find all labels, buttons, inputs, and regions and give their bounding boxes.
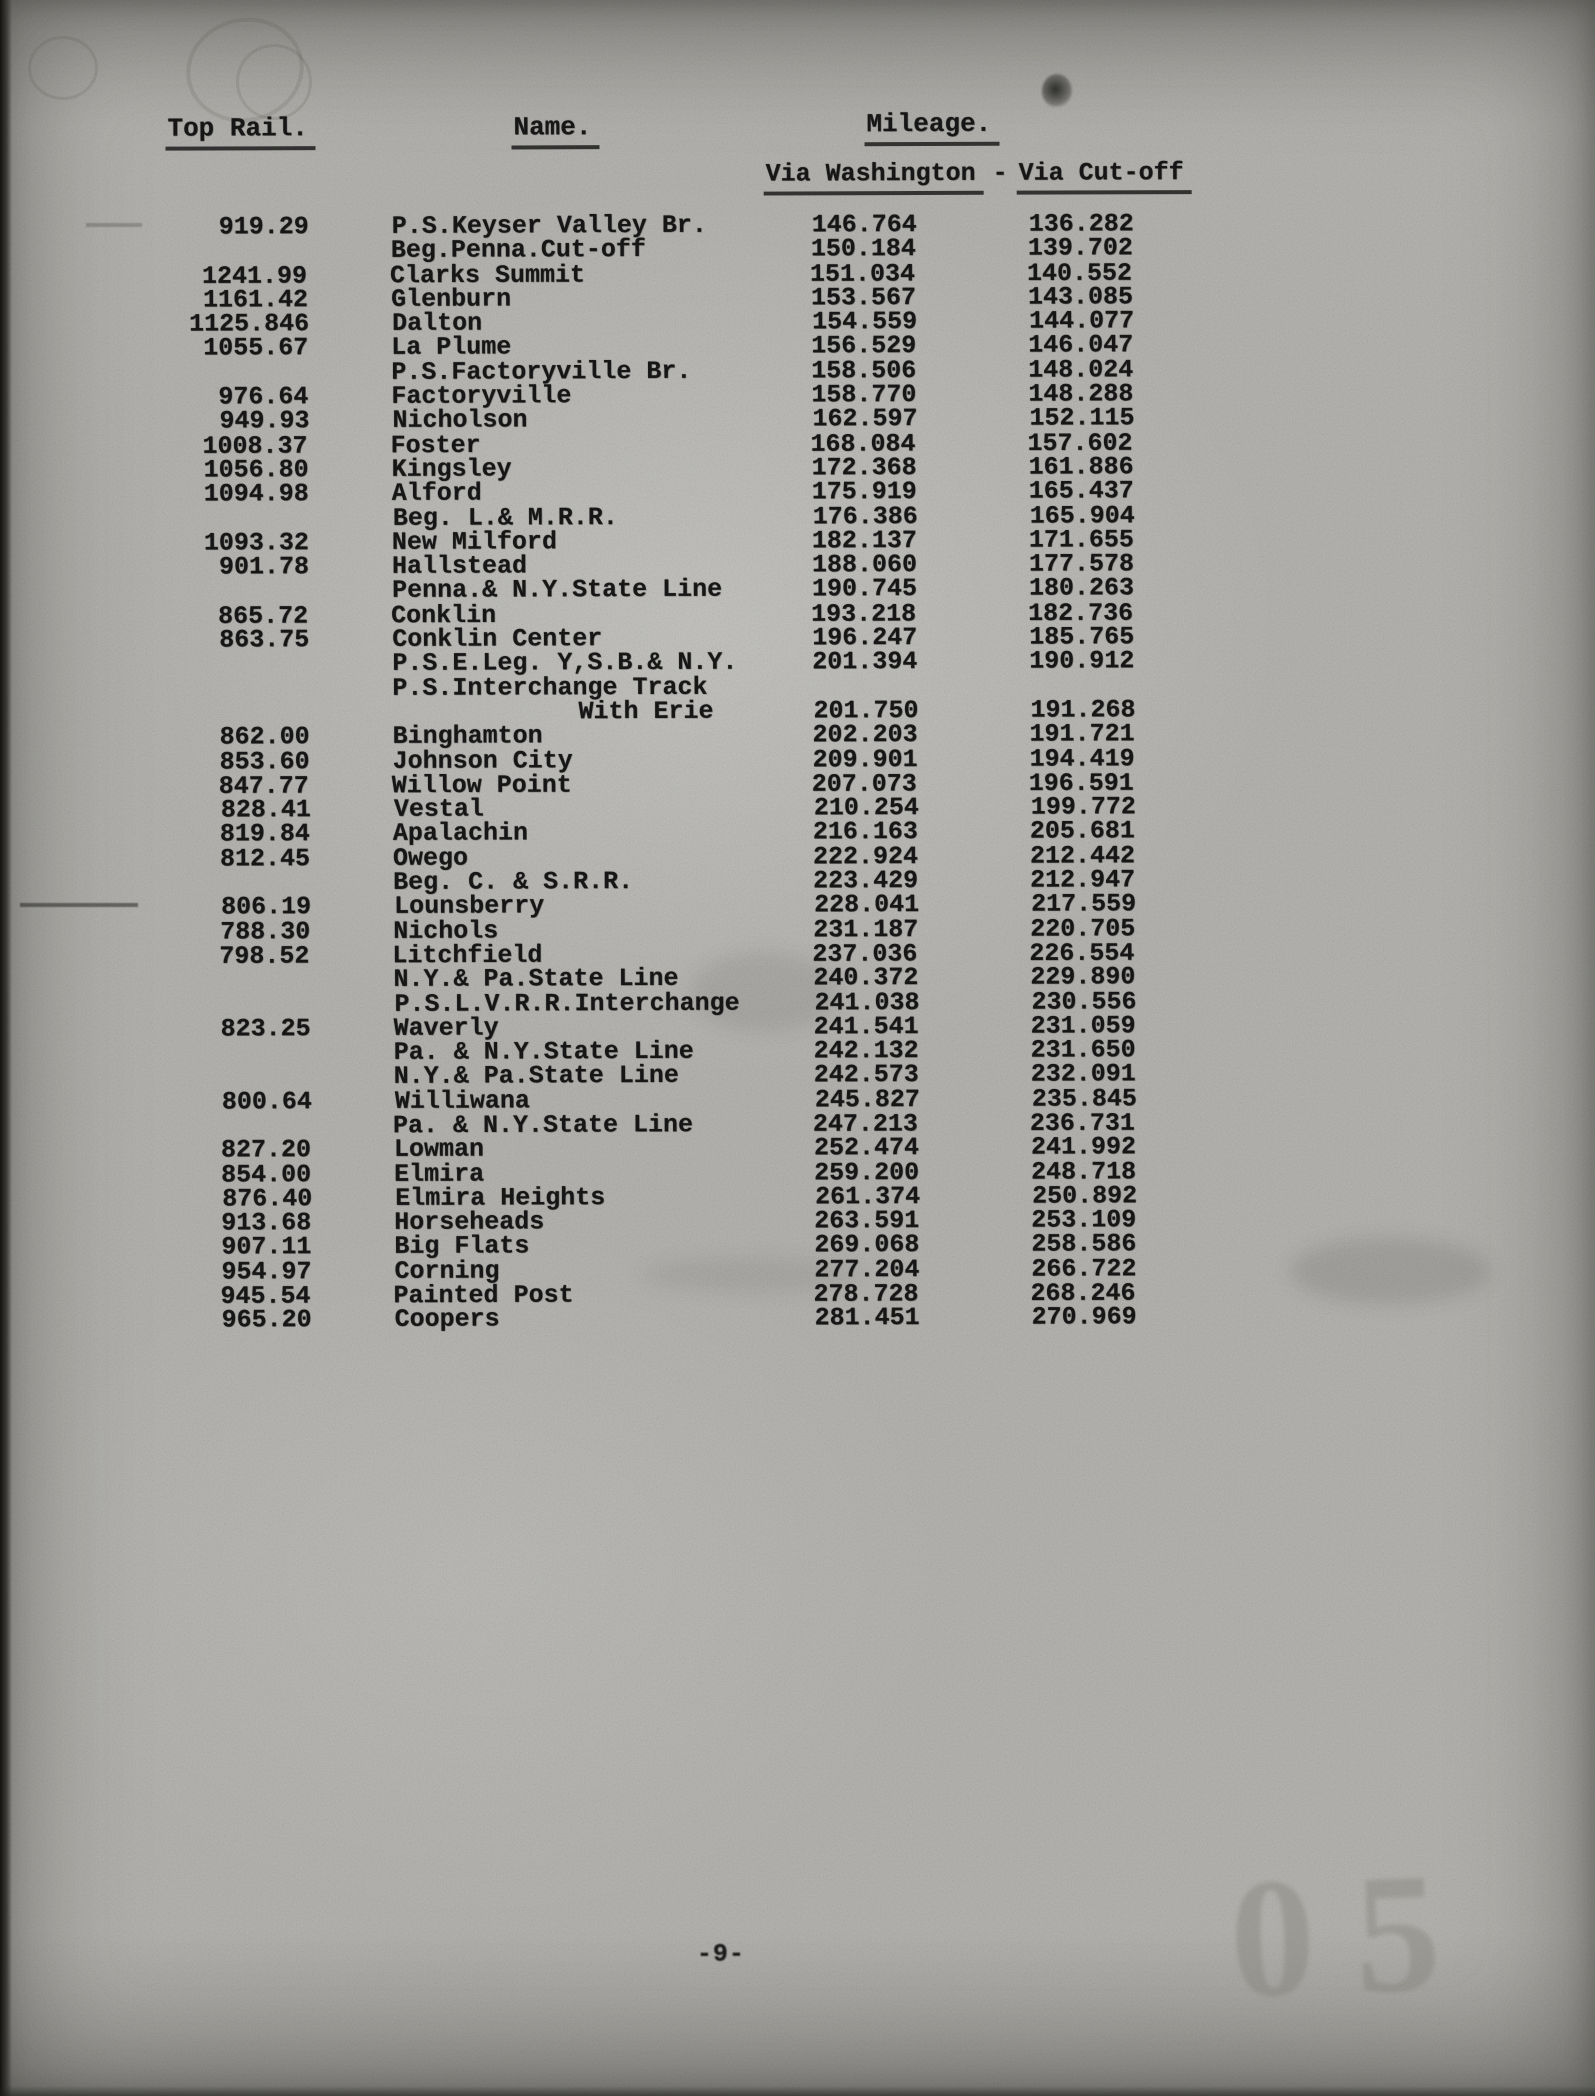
station-name: P.S.L.V.R.R.Interchange bbox=[394, 988, 740, 1019]
via-cutoff-value: 231.059 bbox=[1030, 1011, 1136, 1041]
station-name: Nicholson bbox=[392, 405, 528, 436]
via-washington-value: 151.034 bbox=[809, 259, 916, 289]
top-rail-value: 1094.98 bbox=[203, 479, 309, 509]
station-name: N.Y.& Pa.State Line bbox=[393, 1061, 679, 1092]
via-cutoff-value: 148.024 bbox=[1028, 355, 1134, 385]
via-cutoff-value: 250.892 bbox=[1032, 1181, 1138, 1211]
via-washington-value: 176.386 bbox=[812, 501, 918, 531]
via-washington-value: 193.218 bbox=[811, 599, 917, 629]
via-washington-value: 154.559 bbox=[812, 307, 918, 337]
via-cutoff-value: 143.085 bbox=[1027, 282, 1134, 312]
column-header-name: Name. bbox=[513, 112, 591, 149]
via-cutoff-value: 180.263 bbox=[1028, 573, 1135, 604]
via-washington-value: 158.770 bbox=[811, 380, 917, 410]
via-cutoff-value: 136.282 bbox=[1028, 209, 1134, 239]
station-name: Glenburn bbox=[390, 284, 512, 314]
via-washington-value: 252.474 bbox=[813, 1133, 920, 1163]
via-washington-value: 240.372 bbox=[813, 963, 919, 993]
via-cutoff-value: 177.578 bbox=[1028, 549, 1135, 579]
mileage-table bbox=[1, 211, 1595, 1334]
via-cutoff-value: 217.559 bbox=[1031, 889, 1137, 919]
via-washington-value: 207.073 bbox=[811, 769, 917, 799]
top-rail-value: 798.52 bbox=[219, 941, 310, 971]
station-name: Beg. L.& M.R.R. bbox=[392, 502, 618, 533]
top-rail-value: 806.19 bbox=[221, 892, 312, 922]
via-cutoff-value: 248.718 bbox=[1031, 1156, 1137, 1187]
via-washington-value: 222.924 bbox=[812, 841, 919, 872]
via-washington-value: 156.529 bbox=[811, 331, 917, 361]
top-rail-value bbox=[3, 968, 310, 993]
via-washington-value: 241.038 bbox=[814, 987, 920, 1017]
via-washington-value: 209.901 bbox=[812, 744, 918, 774]
via-cutoff-value: 220.705 bbox=[1030, 913, 1136, 944]
via-cutoff-value: 182.736 bbox=[1028, 598, 1134, 628]
station-name: Elmira Heights bbox=[395, 1182, 606, 1213]
via-washington-value: 278.728 bbox=[813, 1279, 919, 1309]
station-name: Lowman bbox=[393, 1134, 485, 1165]
via-cutoff-value: 190.912 bbox=[1029, 646, 1135, 676]
station-name: Pa. & N.Y.State Line bbox=[393, 1036, 694, 1067]
via-washington-value: 201.394 bbox=[812, 647, 918, 677]
via-cutoff-value: 241.992 bbox=[1030, 1132, 1137, 1162]
station-name: Corning bbox=[394, 1256, 500, 1286]
top-rail-value: 865.72 bbox=[218, 601, 309, 631]
via-washington-value: 210.254 bbox=[813, 793, 919, 823]
station-name: P.S.Interchange Track bbox=[392, 672, 708, 703]
via-cutoff-value: 148.288 bbox=[1028, 379, 1134, 409]
station-name: Kingsley bbox=[391, 454, 512, 484]
station-name: Waverly bbox=[393, 1013, 499, 1043]
station-name: New Milford bbox=[391, 527, 557, 557]
top-rail-value: 919.29 bbox=[218, 212, 309, 242]
top-rail-value: 907.11 bbox=[221, 1232, 312, 1262]
top-rail-value bbox=[2, 652, 309, 677]
via-cutoff-value: 266.722 bbox=[1031, 1254, 1137, 1284]
via-washington-value: 196.247 bbox=[812, 623, 918, 653]
via-washington-value: 153.567 bbox=[810, 282, 917, 313]
via-washington-value: 168.084 bbox=[810, 429, 916, 459]
via-washington-value: 228.041 bbox=[814, 890, 920, 920]
top-rail-value: 1093.32 bbox=[203, 528, 309, 558]
top-rail-value: 1008.37 bbox=[202, 431, 308, 461]
via-cutoff-value: 165.904 bbox=[1029, 500, 1135, 531]
station-name: Penna.& N.Y.State Line bbox=[392, 575, 723, 606]
via-cutoff-value: 144.077 bbox=[1029, 306, 1135, 336]
via-cutoff-value: 199.772 bbox=[1030, 792, 1136, 822]
via-cutoff-value: 253.109 bbox=[1031, 1205, 1137, 1235]
top-rail-value bbox=[3, 507, 310, 532]
subheader-separator: - bbox=[992, 158, 1008, 188]
via-washington-value: 245.827 bbox=[814, 1084, 920, 1115]
via-washington-value: 146.764 bbox=[811, 210, 917, 240]
station-name: P.S.Factoryville Br. bbox=[391, 356, 692, 387]
via-washington-value: 150.184 bbox=[810, 234, 916, 264]
via-cutoff-value: 212.947 bbox=[1029, 865, 1136, 895]
subheader-via-washington: Via Washington bbox=[766, 159, 976, 196]
top-rail-value bbox=[3, 1115, 310, 1140]
via-washington-value: 190.745 bbox=[811, 574, 918, 604]
top-rail-value: 913.68 bbox=[221, 1208, 312, 1238]
station-name: With Erie bbox=[578, 696, 714, 727]
via-cutoff-value: 236.731 bbox=[1029, 1108, 1135, 1139]
station-name: Horseheads bbox=[394, 1207, 545, 1238]
via-cutoff-value: 171.655 bbox=[1028, 525, 1134, 555]
station-name: Painted Post bbox=[393, 1280, 574, 1311]
top-rail-value: 1241.99 bbox=[201, 261, 308, 291]
via-washington-value: 241.541 bbox=[813, 1011, 919, 1042]
station-name: Pa. & N.Y.State Line bbox=[392, 1110, 694, 1141]
top-rail-value: 1161.42 bbox=[202, 285, 309, 315]
via-washington-value: 259.200 bbox=[814, 1157, 920, 1187]
top-rail-value: 1056.80 bbox=[203, 455, 309, 485]
via-washington-value: 269.068 bbox=[814, 1230, 920, 1260]
top-rail-value: 812.45 bbox=[219, 843, 311, 874]
station-name: Factoryville bbox=[391, 381, 572, 411]
top-rail-value: 862.00 bbox=[219, 722, 310, 752]
column-header-top-rail: Top Rail. bbox=[167, 113, 308, 150]
top-rail-value bbox=[4, 993, 311, 1018]
station-name: Alford bbox=[391, 478, 482, 509]
station-name: Elmira bbox=[394, 1159, 485, 1189]
station-name: La Plume bbox=[391, 332, 512, 363]
via-washington-value: 237.036 bbox=[812, 939, 918, 969]
ghost-digits-watermark: 05 bbox=[1226, 1836, 1484, 2034]
station-name: Clarks Summit bbox=[389, 260, 586, 290]
via-washington-value: 175.919 bbox=[811, 477, 917, 507]
station-name: Hallstead bbox=[391, 551, 528, 582]
top-rail-value: 876.40 bbox=[222, 1184, 313, 1214]
via-washington-value: 188.060 bbox=[811, 550, 918, 580]
via-washington-value: 263.591 bbox=[814, 1206, 920, 1236]
via-washington-value: 172.368 bbox=[811, 452, 917, 483]
via-cutoff-value: 231.650 bbox=[1030, 1035, 1136, 1065]
via-washington-value: 202.203 bbox=[812, 720, 918, 750]
station-name: Owego bbox=[392, 843, 469, 873]
station-name: P.S.E.Leg. Y,S.B.& N.Y. bbox=[392, 648, 738, 679]
top-rail-value bbox=[4, 1041, 311, 1066]
top-rail-value bbox=[3, 701, 310, 726]
top-rail-value: 954.97 bbox=[221, 1256, 312, 1287]
via-cutoff-value: 230.556 bbox=[1031, 986, 1137, 1017]
via-cutoff-value: 185.765 bbox=[1029, 622, 1135, 652]
via-washington-value: 231.187 bbox=[813, 914, 919, 945]
via-cutoff-value: 139.702 bbox=[1027, 233, 1133, 263]
top-rail-value: 863.75 bbox=[219, 625, 310, 655]
station-name: Foster bbox=[390, 430, 481, 460]
top-rail-value: 976.64 bbox=[218, 382, 309, 412]
via-cutoff-value: 196.591 bbox=[1028, 768, 1134, 798]
station-name: Vestal bbox=[393, 794, 484, 824]
top-rail-value: 828.41 bbox=[220, 795, 311, 825]
station-name: Willow Point bbox=[391, 770, 572, 801]
via-washington-value: 158.506 bbox=[811, 355, 917, 386]
station-name: Dalton bbox=[392, 308, 483, 339]
station-name: Litchfield bbox=[392, 940, 543, 971]
station-name: Conklin bbox=[391, 600, 497, 631]
via-cutoff-value: 152.115 bbox=[1029, 403, 1135, 434]
page-number: -9- bbox=[696, 1939, 745, 1969]
station-name: Johnson City bbox=[392, 745, 573, 776]
station-name: Beg.Penna.Cut-off bbox=[390, 235, 646, 266]
station-name: P.S.Keyser Valley Br. bbox=[391, 210, 707, 241]
via-cutoff-value: 229.890 bbox=[1030, 962, 1136, 992]
via-washington-value: 281.451 bbox=[814, 1303, 920, 1333]
subheader-via-cutoff: Via Cut-off bbox=[1019, 158, 1184, 195]
top-rail-value: 847.77 bbox=[218, 771, 309, 801]
station-name: Williwana bbox=[394, 1086, 530, 1116]
via-washington-value: 223.429 bbox=[812, 866, 919, 896]
station-name: Big Flats bbox=[394, 1231, 530, 1262]
via-washington-value: 216.163 bbox=[812, 817, 918, 847]
station-name: Lounsberry bbox=[394, 891, 545, 922]
via-washington-value: 261.374 bbox=[815, 1181, 921, 1212]
station-name: Conklin Center bbox=[392, 624, 603, 654]
top-rail-value: 1055.67 bbox=[203, 333, 309, 364]
via-cutoff-value: 212.442 bbox=[1029, 840, 1136, 871]
via-cutoff-value: 258.586 bbox=[1031, 1229, 1137, 1260]
top-rail-value: 965.20 bbox=[221, 1305, 312, 1335]
top-rail-value: 854.00 bbox=[221, 1159, 312, 1190]
station-name: Binghamton bbox=[392, 721, 543, 752]
via-cutoff-value: 205.681 bbox=[1029, 816, 1135, 847]
via-washington-value: 247.213 bbox=[812, 1109, 918, 1139]
station-name: Beg. C. & S.R.R. bbox=[393, 867, 634, 897]
via-cutoff-value: 232.091 bbox=[1030, 1059, 1136, 1090]
top-rail-value: 800.64 bbox=[221, 1086, 312, 1117]
via-washington-value: 242.573 bbox=[813, 1060, 919, 1090]
station-name: Coopers bbox=[394, 1304, 500, 1335]
via-cutoff-value: 226.554 bbox=[1029, 938, 1135, 968]
top-rail-value: 949.93 bbox=[219, 406, 310, 436]
via-cutoff-value: 191.721 bbox=[1029, 719, 1135, 749]
top-rail-value: 901.78 bbox=[218, 552, 310, 582]
via-cutoff-value: 140.552 bbox=[1026, 258, 1133, 288]
via-cutoff-value: 235.845 bbox=[1031, 1083, 1137, 1114]
top-rail-value: 945.54 bbox=[220, 1281, 311, 1311]
via-cutoff-value: 157.602 bbox=[1027, 428, 1133, 458]
top-rail-value: 853.60 bbox=[219, 746, 310, 776]
station-name: Nichols bbox=[393, 916, 499, 946]
station-name: N.Y.& Pa.State Line bbox=[393, 964, 679, 995]
via-cutoff-value: 161.886 bbox=[1028, 452, 1134, 482]
top-rail-value: 788.30 bbox=[220, 916, 311, 947]
via-washington-value: 162.597 bbox=[812, 404, 918, 434]
via-washington-value: 182.137 bbox=[811, 525, 917, 556]
top-rail-value: 827.20 bbox=[220, 1135, 312, 1165]
via-washington-value: 242.132 bbox=[813, 1036, 919, 1066]
via-washington-value: 201.750 bbox=[813, 695, 919, 726]
via-cutoff-value: 268.246 bbox=[1030, 1278, 1136, 1309]
via-cutoff-value: 270.969 bbox=[1031, 1302, 1137, 1332]
column-header-mileage: Mileage. bbox=[866, 109, 991, 146]
top-rail-value: 1125.846 bbox=[189, 309, 310, 339]
via-cutoff-value: 146.047 bbox=[1028, 330, 1134, 361]
via-cutoff-value: 194.419 bbox=[1029, 743, 1135, 774]
via-cutoff-value: 165.437 bbox=[1028, 476, 1134, 506]
via-washington-value: 277.204 bbox=[814, 1254, 920, 1285]
station-name: Apalachin bbox=[392, 818, 528, 849]
top-rail-value: 819.84 bbox=[219, 819, 310, 849]
via-cutoff-value: 191.268 bbox=[1030, 695, 1136, 725]
top-rail-value: 823.25 bbox=[220, 1013, 311, 1044]
top-rail-value bbox=[2, 677, 309, 702]
